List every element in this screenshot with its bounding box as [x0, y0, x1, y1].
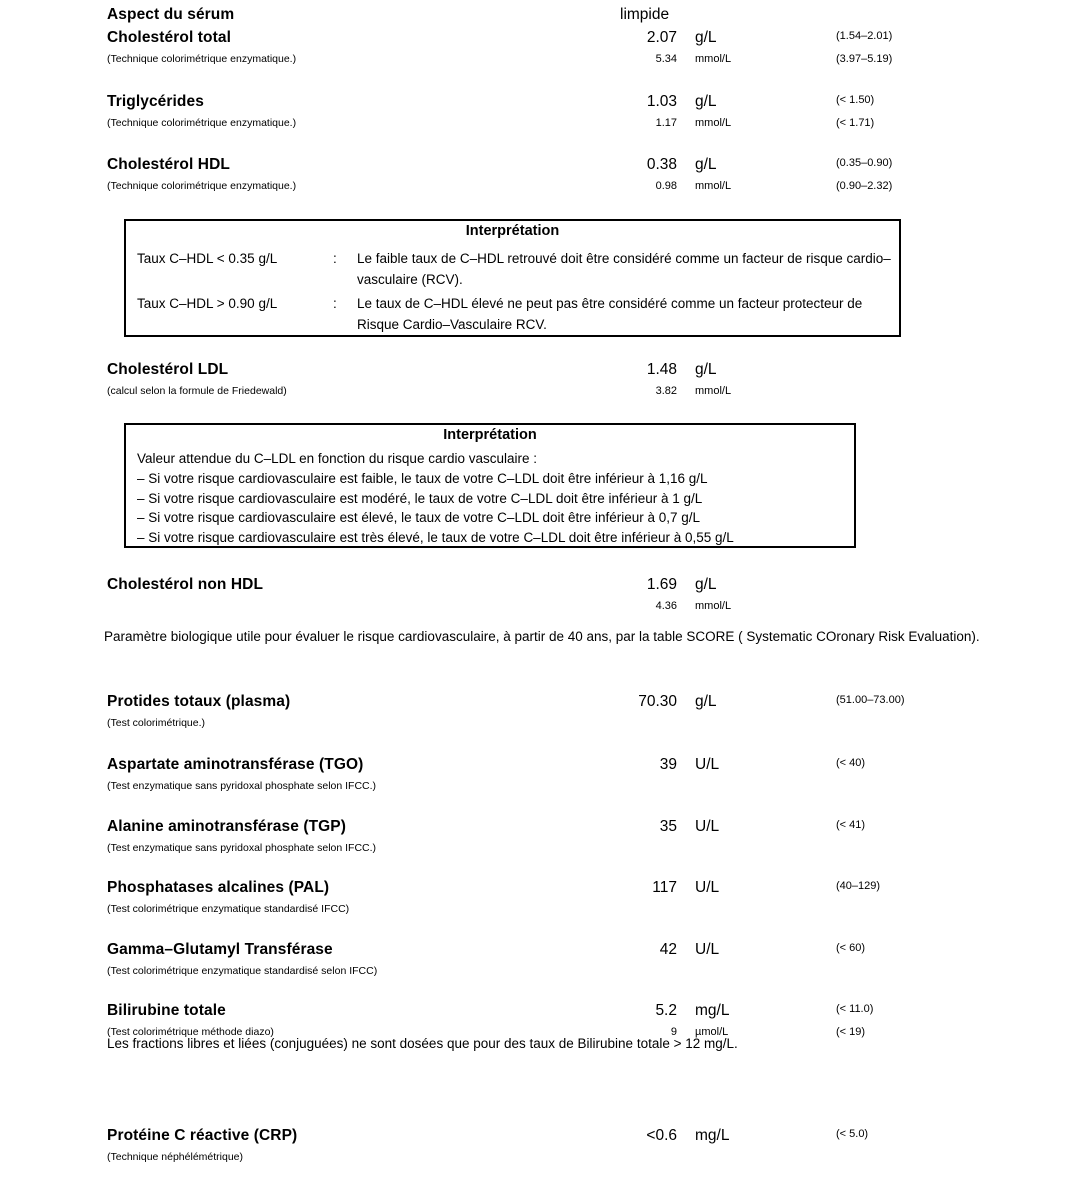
- test-value: 117: [652, 879, 677, 896]
- interpretation-colon: :: [333, 296, 337, 311]
- test-name: Aspartate aminotransférase (TGO): [107, 756, 364, 773]
- note-bilirubine: Les fractions libres et liées (conjuguées) ne sont dosées que pour des taux de Bilirubine totale > 12 mg/L.: [107, 1036, 738, 1051]
- test-unit: U/L: [695, 941, 720, 958]
- test-value: 1.69: [646, 576, 677, 593]
- test-unit-secondary: mmol/L: [695, 600, 732, 612]
- test-name: Cholestérol HDL: [107, 156, 230, 173]
- test-row-cholesterol-hdl: [104, 155, 1060, 195]
- test-value: 39: [659, 756, 677, 773]
- reference-range: (< 5.0): [836, 1128, 869, 1140]
- test-row-crp: [104, 1126, 1060, 1166]
- test-name: Bilirubine totale: [107, 1002, 226, 1019]
- interpretation-intro: Valeur attendue du C–LDL en fonction du risque cardio vasculaire :: [137, 451, 537, 466]
- interpretation-colon: :: [333, 251, 337, 266]
- reference-range: (40–129): [836, 880, 881, 892]
- test-row-cholesterol-total: [104, 28, 1060, 68]
- test-unit: mg/L: [695, 1127, 730, 1144]
- test-name: Aspect du sérum: [107, 6, 235, 23]
- interpretation-title: Interprétation: [443, 427, 537, 443]
- note-score: Paramètre biologique utile pour évaluer le risque cardiovasculaire, à partir de 40 ans, par la table SCORE ( Systematic COronary Risk Evaluation).: [104, 629, 980, 644]
- interpretation-line: – Si votre risque cardiovasculaire est élevé, le taux de votre C–LDL doit être inférieur à 0,7 g/L: [137, 510, 701, 526]
- test-value: 42: [659, 941, 677, 958]
- test-method: (Technique néphélémétrique): [107, 1151, 244, 1163]
- test-name: Cholestérol total: [107, 29, 231, 46]
- test-unit: U/L: [695, 756, 720, 773]
- test-name: Alanine aminotransférase (TGP): [107, 818, 347, 835]
- reference-range-secondary: (3.97–5.19): [836, 53, 893, 65]
- test-unit: g/L: [695, 361, 717, 378]
- test-row-cholesterol-ldl: [104, 360, 1060, 400]
- interpretation-line: – Si votre risque cardiovasculaire est faible, le taux de votre C–LDL doit être inférieur à 1,16 g/L: [137, 470, 708, 486]
- test-method: (calcul selon la formule de Friedewald): [107, 385, 287, 397]
- test-unit: mg/L: [695, 1002, 730, 1019]
- interpretation-box-hdl: [124, 219, 901, 337]
- interpretation-row: [126, 249, 899, 290]
- reference-range: (< 40): [836, 757, 866, 769]
- interpretation-line: – Si votre risque cardiovasculaire est modéré, le taux de votre C–LDL doit être inférieur à 1 g/L: [137, 490, 703, 506]
- test-value-secondary: 3.82: [655, 385, 677, 397]
- test-method: (Technique colorimétrique enzymatique.): [107, 53, 297, 65]
- test-name: Cholestérol LDL: [107, 361, 229, 378]
- test-unit-secondary: mmol/L: [695, 117, 732, 129]
- test-row-tgp: [104, 817, 1060, 857]
- test-value-secondary: 0.98: [655, 180, 677, 192]
- reference-range: (0.35–0.90): [836, 157, 893, 169]
- interpretation-text: Le taux de C–HDL élevé ne peut pas être considéré comme un facteur protecteur de Risque Cardio–Vasculaire RCV.: [357, 296, 863, 332]
- interpretation-text: Le faible taux de C–HDL retrouvé doit être considéré comme un facteur de risque cardio–vasculaire (RCV).: [357, 251, 891, 287]
- test-name: Protéine C réactive (CRP): [107, 1127, 298, 1144]
- test-row-ggt: [104, 940, 1060, 980]
- test-value: 0.38: [646, 156, 677, 173]
- test-method: (Test colorimétrique enzymatique standardisé selon IFCC): [107, 965, 378, 977]
- reference-range-secondary: (< 1.71): [836, 117, 875, 129]
- reference-range: (< 11.0): [836, 1003, 874, 1015]
- test-value: 35: [659, 818, 677, 835]
- test-value: 1.03: [646, 93, 677, 110]
- test-method: (Test colorimétrique enzymatique standardisé IFCC): [107, 903, 350, 915]
- test-unit: g/L: [695, 156, 717, 173]
- test-name: Gamma–Glutamyl Transférase: [107, 941, 333, 958]
- test-row-triglycerides: [104, 92, 1060, 132]
- test-method: (Test colorimétrique méthode diazo): [107, 1026, 274, 1038]
- test-method: (Technique colorimétrique enzymatique.): [107, 117, 297, 129]
- test-unit-secondary: mmol/L: [695, 180, 732, 192]
- reference-range: (< 60): [836, 942, 866, 954]
- interpretation-body: [126, 449, 854, 548]
- reference-range: (< 41): [836, 819, 866, 831]
- reference-range: (51.00–73.00): [836, 694, 905, 706]
- reference-range: (< 1.50): [836, 94, 875, 106]
- test-unit-secondary: mmol/L: [695, 53, 732, 65]
- test-unit: g/L: [695, 576, 717, 593]
- test-method: (Technique colorimétrique enzymatique.): [107, 180, 297, 192]
- interpretation-title: Interprétation: [465, 223, 560, 239]
- test-unit-secondary: mmol/L: [695, 385, 732, 397]
- test-value-secondary: 9: [670, 1026, 677, 1038]
- test-unit: U/L: [695, 818, 720, 835]
- test-unit: g/L: [695, 93, 717, 110]
- test-value: 1.48: [646, 361, 677, 378]
- test-unit: g/L: [695, 29, 717, 46]
- test-value: 70.30: [638, 693, 677, 710]
- test-name: Triglycérides: [107, 93, 204, 110]
- test-name: Phosphatases alcalines (PAL): [107, 879, 330, 896]
- test-row-aspect-serum: [104, 5, 1060, 27]
- test-unit: U/L: [695, 879, 720, 896]
- test-row-tgo: [104, 755, 1060, 795]
- interpretation-row: [126, 294, 899, 335]
- test-value: limpide: [620, 6, 670, 23]
- test-name: Cholestérol non HDL: [107, 576, 264, 593]
- test-method: (Test enzymatique sans pyridoxal phosphate selon IFCC.): [107, 780, 377, 792]
- interpretation-line: – Si votre risque cardiovasculaire est très élevé, le taux de votre C–LDL doit être inférieur à 0,55 g/L: [137, 530, 734, 546]
- interpretation-condition: Taux C–HDL > 0.90 g/L: [137, 296, 278, 311]
- test-unit: g/L: [695, 693, 717, 710]
- reference-range: (1.54–2.01): [836, 30, 893, 42]
- interpretation-box-ldl: [124, 423, 856, 548]
- test-row-pal: [104, 878, 1060, 918]
- test-value: 2.07: [646, 29, 677, 46]
- test-value-secondary: 4.36: [655, 600, 677, 612]
- interpretation-condition: Taux C–HDL < 0.35 g/L: [137, 251, 278, 266]
- test-value: 5.2: [655, 1002, 677, 1019]
- test-value: <0.6: [646, 1127, 677, 1144]
- test-value-secondary: 5.34: [655, 53, 677, 65]
- test-value-secondary: 1.17: [655, 117, 677, 129]
- reference-range-secondary: (0.90–2.32): [836, 180, 893, 192]
- test-name: Protides totaux (plasma): [107, 693, 291, 710]
- test-row-protides-totaux: [104, 692, 1060, 732]
- test-method: (Test enzymatique sans pyridoxal phosphate selon IFCC.): [107, 842, 377, 854]
- test-unit-secondary: µmol/L: [695, 1026, 729, 1038]
- test-row-cholesterol-non-hdl: [104, 575, 1060, 615]
- test-method: (Test colorimétrique.): [107, 717, 206, 729]
- reference-range-secondary: (< 19): [836, 1026, 866, 1038]
